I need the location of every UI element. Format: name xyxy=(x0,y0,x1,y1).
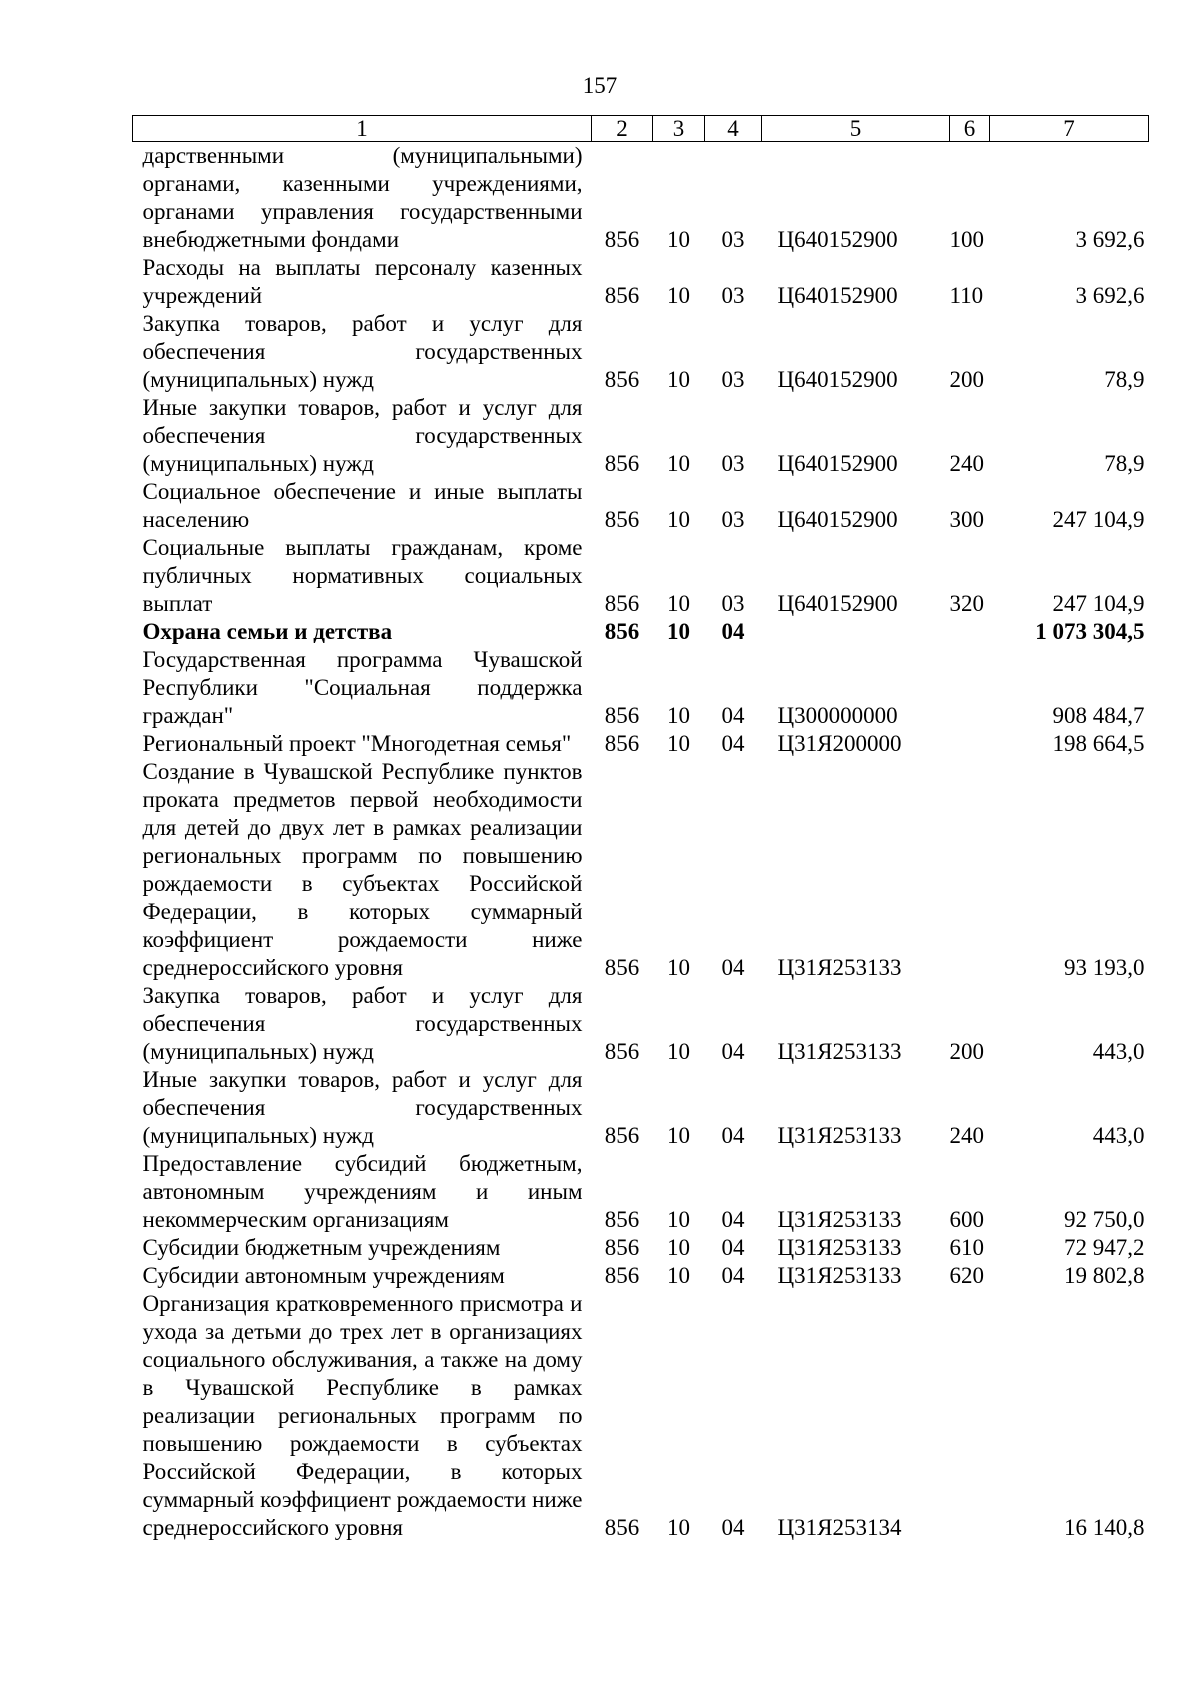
row-sum-cell: 247 104,9 xyxy=(1052,507,1145,532)
header-col-1: 1 xyxy=(133,116,592,142)
header-col-4: 4 xyxy=(705,116,762,142)
row-rz-cell: 10 xyxy=(667,283,690,308)
row-csr-cell: Ц640152900 xyxy=(777,507,898,532)
row-pr-cell: 03 xyxy=(721,283,745,308)
row-rz-cell: 10 xyxy=(667,1263,690,1288)
row-rz-cell: 10 xyxy=(667,1123,690,1148)
row-name-cell: Государственная программа Чувашской Республики "Социальная поддержка граждан" xyxy=(142,647,583,728)
row-pr-cell: 04 xyxy=(721,731,745,756)
row-rz-cell: 10 xyxy=(667,507,690,532)
row-vr-cell xyxy=(950,730,990,758)
row-name-cell: Создание в Чувашской Республике пунктов проката предметов первой необходимости для детей до двух лет в рамках реализации региональных программ по повышению рождаемости в субъектах Российской Федерации, в которых суммарный коэффициент рождаемости ниже среднероссийского уровня xyxy=(142,759,583,980)
table-row xyxy=(133,1234,1149,1262)
row-csr-cell: Ц640152900 xyxy=(777,591,898,616)
row-sum-cell: 92 750,0 xyxy=(1064,1207,1145,1232)
row-csr-cell: Ц31Я253133 xyxy=(777,1235,902,1260)
row-csr-cell: Ц31Я253134 xyxy=(777,1515,902,1540)
row-vr-cell: 110 xyxy=(949,283,984,308)
row-pr-cell: 04 xyxy=(721,1123,745,1148)
row-gr-cell: 856 xyxy=(604,955,640,980)
row-rz-cell: 10 xyxy=(667,227,690,252)
row-name-cell: Предоставление субсидий бюджетным, автономным учреждениям и иным некоммерческим организациям xyxy=(142,1151,583,1232)
row-vr-cell: 610 xyxy=(949,1235,984,1260)
table-row xyxy=(133,646,1149,730)
row-vr-cell: 300 xyxy=(949,507,984,532)
table-row xyxy=(133,310,1149,394)
row-vr-cell xyxy=(950,1290,990,1542)
row-gr-cell: 856 xyxy=(604,1123,640,1148)
row-gr-cell: 856 xyxy=(604,1515,640,1540)
row-name-cell: Социальное обеспечение и иные выплаты населению xyxy=(142,479,583,532)
row-rz-cell: 10 xyxy=(667,367,690,392)
row-sum-cell: 16 140,8 xyxy=(1064,1515,1145,1540)
header-row xyxy=(133,116,1149,142)
row-name-cell: Иные закупки товаров, работ и услуг для обеспечения государственных (муниципальных) нужд xyxy=(142,1067,583,1148)
row-vr-cell: 600 xyxy=(949,1207,984,1232)
row-sum-cell: 78,9 xyxy=(1104,451,1145,476)
row-pr-cell: 04 xyxy=(721,1263,745,1288)
table-row xyxy=(133,758,1149,982)
row-gr-cell: 856 xyxy=(604,731,640,756)
page-number: 157 xyxy=(582,73,618,98)
table-row xyxy=(133,254,1149,310)
row-pr-cell: 03 xyxy=(721,227,745,252)
row-pr-cell: 03 xyxy=(721,507,745,532)
row-csr-cell: Ц640152900 xyxy=(777,227,898,252)
row-vr-cell xyxy=(950,758,990,982)
row-gr-cell: 856 xyxy=(604,1263,640,1288)
table-row xyxy=(133,1150,1149,1234)
row-pr-cell: 04 xyxy=(721,619,745,644)
row-rz-cell: 10 xyxy=(667,955,690,980)
header-col-6: 6 xyxy=(950,116,990,142)
row-sum-cell: 93 193,0 xyxy=(1064,955,1145,980)
row-csr-cell xyxy=(762,618,950,646)
row-sum-cell: 19 802,8 xyxy=(1064,1263,1145,1288)
row-pr-cell: 04 xyxy=(721,955,745,980)
table-row xyxy=(133,982,1149,1066)
row-sum-cell: 3 692,6 xyxy=(1075,283,1145,308)
row-gr-cell: 856 xyxy=(604,703,640,728)
row-sum-cell: 198 664,5 xyxy=(1052,731,1145,756)
row-rz-cell: 10 xyxy=(667,1235,690,1260)
table-row xyxy=(133,730,1149,758)
row-pr-cell: 03 xyxy=(721,367,745,392)
row-csr-cell: Ц31Я253133 xyxy=(777,1039,902,1064)
budget-table xyxy=(132,115,1148,1542)
row-csr-cell: Ц300000000 xyxy=(777,703,898,728)
row-csr-cell: Ц31Я253133 xyxy=(777,1123,902,1148)
row-rz-cell: 10 xyxy=(667,1515,690,1540)
row-vr-cell xyxy=(950,646,990,730)
row-sum-cell: 3 692,6 xyxy=(1075,227,1145,252)
row-gr-cell: 856 xyxy=(604,283,640,308)
row-sum-cell: 72 947,2 xyxy=(1064,1235,1145,1260)
row-csr-cell: Ц31Я253133 xyxy=(777,955,902,980)
row-sum-cell: 908 484,7 xyxy=(1052,703,1145,728)
row-csr-cell: Ц640152900 xyxy=(777,283,898,308)
row-rz-cell: 10 xyxy=(667,1039,690,1064)
row-csr-cell: Ц640152900 xyxy=(777,367,898,392)
table-row xyxy=(133,394,1149,478)
row-csr-cell: Ц31Я253133 xyxy=(777,1263,902,1288)
row-name-cell: Закупка товаров, работ и услуг для обеспечения государственных (муниципальных) нужд xyxy=(142,983,583,1064)
row-name-cell: Региональный проект "Многодетная семья" xyxy=(142,731,572,756)
row-rz-cell: 10 xyxy=(667,731,690,756)
row-pr-cell: 03 xyxy=(721,591,745,616)
table-row xyxy=(133,1290,1149,1542)
row-vr-cell: 320 xyxy=(949,591,984,616)
table-row xyxy=(133,1066,1149,1150)
row-gr-cell: 856 xyxy=(604,1039,640,1064)
row-name-cell: Субсидии автономным учреждениям xyxy=(142,1263,505,1288)
row-gr-cell: 856 xyxy=(604,1235,640,1260)
row-vr-cell: 100 xyxy=(949,227,984,252)
row-gr-cell: 856 xyxy=(604,507,640,532)
row-vr-cell: 620 xyxy=(949,1263,984,1288)
row-name-cell: дарственными (муниципальными) органами, казенными учреждениями, органами управления государственными внебюджетными фондами xyxy=(142,143,583,252)
row-pr-cell: 03 xyxy=(721,451,745,476)
row-name-cell: Организация кратковременного присмотра и ухода за детьми до трех лет в организациях социального обслуживания, а также на дому в Чувашской Республике в рамках реализации региональных программ по повышению рождаемости в субъектах Российской Федерации, в которых суммарный коэффициент рождаемости ниже среднероссийского уровня xyxy=(142,1291,583,1540)
row-pr-cell: 04 xyxy=(721,1207,745,1232)
row-sum-cell: 1 073 304,5 xyxy=(1035,619,1145,644)
row-name-cell: Социальные выплаты гражданам, кроме публичных нормативных социальных выплат xyxy=(142,535,583,616)
row-sum-cell: 78,9 xyxy=(1104,367,1145,392)
row-csr-cell: Ц31Я200000 xyxy=(777,731,902,756)
table-body xyxy=(133,142,1149,1543)
row-pr-cell: 04 xyxy=(721,703,745,728)
row-vr-cell: 240 xyxy=(949,451,984,476)
row-name-cell: Субсидии бюджетным учреждениям xyxy=(142,1235,501,1260)
header-col-7: 7 xyxy=(990,116,1149,142)
header-col-2: 2 xyxy=(592,116,653,142)
table-row xyxy=(133,478,1149,534)
row-vr-cell: 200 xyxy=(949,367,984,392)
row-gr-cell: 856 xyxy=(604,591,640,616)
row-rz-cell: 10 xyxy=(667,619,690,644)
row-csr-cell: Ц31Я253133 xyxy=(777,1207,902,1232)
row-csr-cell: Ц640152900 xyxy=(777,451,898,476)
table-row xyxy=(133,1262,1149,1290)
table-row xyxy=(133,618,1149,646)
table-row xyxy=(133,142,1149,255)
row-rz-cell: 10 xyxy=(667,1207,690,1232)
row-rz-cell: 10 xyxy=(667,591,690,616)
row-vr-cell: 200 xyxy=(949,1039,984,1064)
row-name-cell: Расходы на выплаты персоналу казенных учреждений xyxy=(142,255,583,308)
row-sum-cell: 247 104,9 xyxy=(1052,591,1145,616)
row-pr-cell: 04 xyxy=(721,1515,745,1540)
row-rz-cell: 10 xyxy=(667,451,690,476)
row-sum-cell: 443,0 xyxy=(1092,1123,1145,1148)
row-vr-cell xyxy=(950,618,990,646)
row-name-cell: Охрана семьи и детства xyxy=(142,619,393,644)
row-name-cell: Закупка товаров, работ и услуг для обеспечения государственных (муниципальных) нужд xyxy=(142,311,583,392)
row-vr-cell: 240 xyxy=(949,1123,984,1148)
row-gr-cell: 856 xyxy=(604,367,640,392)
header-col-3: 3 xyxy=(653,116,705,142)
table-row xyxy=(133,534,1149,618)
row-sum-cell: 443,0 xyxy=(1092,1039,1145,1064)
row-rz-cell: 10 xyxy=(667,703,690,728)
row-gr-cell: 856 xyxy=(604,451,640,476)
row-pr-cell: 04 xyxy=(721,1235,745,1260)
header-col-5: 5 xyxy=(762,116,950,142)
row-gr-cell: 856 xyxy=(604,619,640,644)
row-pr-cell: 04 xyxy=(721,1039,745,1064)
row-gr-cell: 856 xyxy=(604,1207,640,1232)
row-gr-cell: 856 xyxy=(604,227,640,252)
row-name-cell: Иные закупки товаров, работ и услуг для обеспечения государственных (муниципальных) нужд xyxy=(142,395,583,476)
